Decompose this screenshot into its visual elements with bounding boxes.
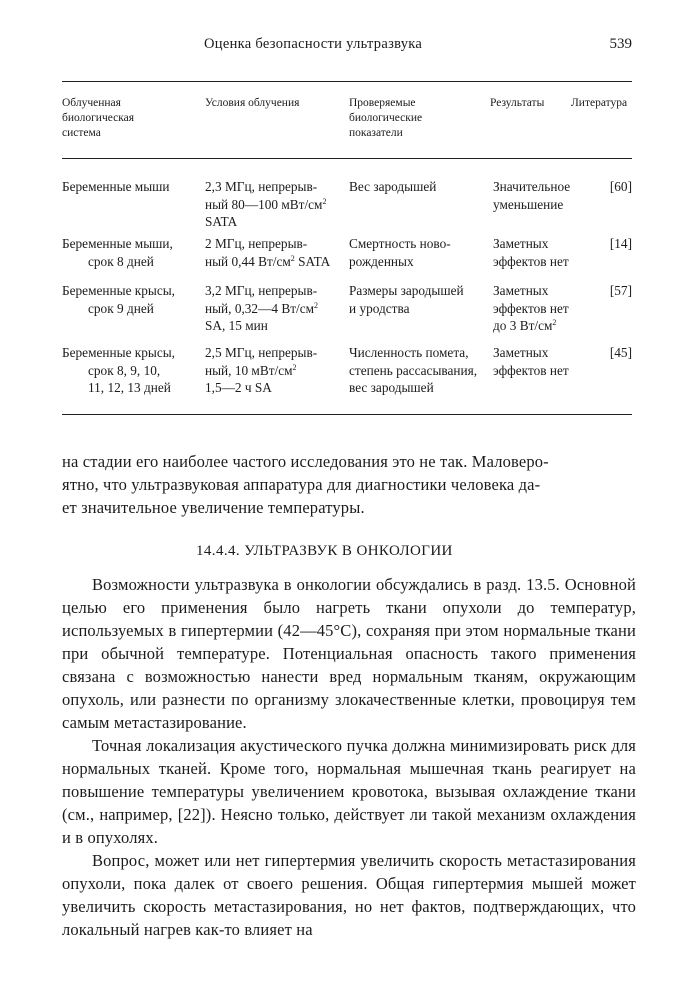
table-header-rule (62, 158, 632, 159)
table-row-4-system: Беременные крысы, срок 8, 9, 10, 11, 12, 13 дней (62, 345, 175, 395)
table-row-3-reference: [57] (609, 283, 632, 298)
table-row-3-results: Заметных эффектов нет до 3 $Вт/см^2$ (493, 283, 569, 333)
column-header-indicators: Проверяемые биологические показатели (349, 97, 423, 139)
section-heading: 14.4.4. УЛЬТРАЗВУК В ОНКОЛОГИИ (196, 543, 453, 559)
column-header-references: Литература (571, 97, 628, 109)
intro-continuation: на стадии его наиболее частого исследования это не так. Маловеро- ятно, что ультразвуковая аппаратура для диагностики человека да- ет значительное увеличение температуры. (62, 452, 549, 517)
running-title: Оценка безопасности ультразвука (204, 36, 423, 52)
table-row-2-indicators: Смертность ново- рожденных (349, 236, 451, 269)
running-header (62, 36, 632, 60)
table-row-1-indicators: Вес зародышей (349, 179, 437, 194)
table-row-4-reference: [45] (609, 345, 632, 360)
table-row-3-system: Беременные крысы, срок 9 дней (62, 283, 175, 316)
table-row-2-system: Беременные мыши, срок 8 дней (62, 236, 173, 269)
column-header-system: Облученная биологическая система (62, 97, 135, 139)
paragraph-2: Точная локализация акустического пучка должна минимизировать риск для нормальных тканей. Кроме того, нормальная мышечная ткань реагирует на повышение температуры увеличением кровотока, вызывая охлаждение ткани (см., например, [22]). Неясно только, действует ли такой механизм охлаждения и в опухолях. (62, 736, 636, 847)
table-row-1-results: Значительное уменьшение (493, 179, 571, 212)
paragraph-3: Вопрос, может или нет гипертермия увеличить скорость метастазирования опухоли, пока далек от своего решения. Общая гипертермия мышей может увеличить скорость метастазирования, но нет фактов, подтверждающих, что локальный нагрев как-то влияет на (62, 851, 636, 939)
table-row-3-conditions: 3,2 МГц, непрерыв- ный, 0,32—4 $Вт/см^2$ SA, 15 мин (205, 283, 319, 333)
table-row-2-results: Заметных эффектов нет (493, 236, 569, 269)
table-row-4-indicators: Численность помета, степень рассасывания, вес зародышей (349, 345, 478, 395)
table-row-1-system: Беременные мыши (62, 179, 170, 194)
table-row-4-conditions: 2,5 МГц, непрерыв- ный, 10 мВт/$см^2$ 1,5—2 ч SA (205, 345, 318, 395)
column-header-conditions: Условия облучения (205, 97, 300, 109)
table-top-rule (62, 81, 632, 82)
column-header-results: Результаты (490, 97, 545, 109)
paragraph-1: Возможности ультразвука в онкологии обсуждались в разд. 13.5. Основной целью его применения было нагреть ткани опухоли до температур, используемых в гипертермии (42—45°C), сохраняя при этом нормальные ткани при обычной температуре. Потенциальная опасность такого применения связана с возможностью нанести вред нормальным тканям, окружающим опухоль, или разнести по организму злокачественные клетки, провоцируя тем самым метастазирование. (62, 575, 636, 732)
table-row-1-conditions: 2,3 МГц, непрерыв- ный 80—100 мВт/$см^2$ SATA (205, 179, 327, 229)
body-text (62, 573, 636, 941)
table-row-2-conditions: 2 МГц, непрерыв- ный 0,44 $Вт/см^2$ SATA (205, 236, 331, 269)
table-bottom-rule (62, 414, 632, 415)
table-row-2-reference: [14] (609, 236, 632, 251)
page-number: 539 (609, 36, 632, 52)
table-row-1-reference: [60] (609, 179, 632, 194)
table-row-3-indicators: Размеры зародышей и уродства (349, 283, 464, 316)
table-row-4-results: Заметных эффектов нет (493, 345, 569, 378)
